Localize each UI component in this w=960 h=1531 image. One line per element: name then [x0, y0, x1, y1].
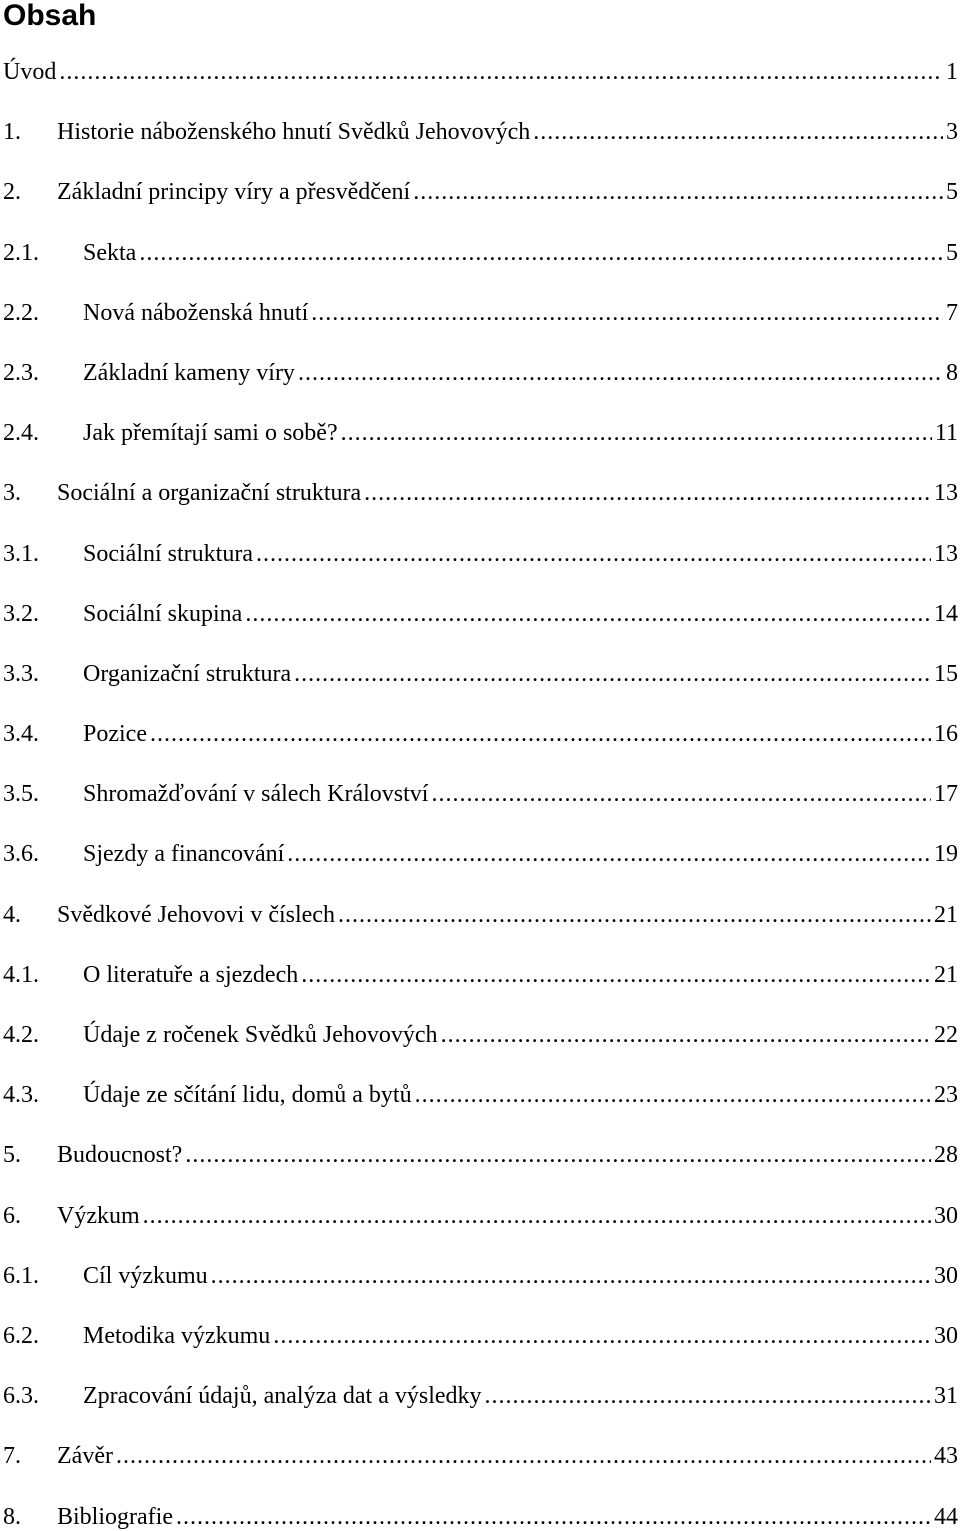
toc-entry-title: Závěr — [57, 1443, 113, 1470]
toc-dot-leader — [311, 289, 943, 337]
toc-entry-title: Sjezdy a financování — [83, 841, 285, 868]
toc-entry-number: 6.3. — [3, 1383, 39, 1410]
toc-entry-title: Svědkové Jehovovi v číslech — [57, 901, 335, 928]
toc-entry-title: Údaje z ročenek Svědků Jehovových — [83, 1022, 438, 1048]
toc-dot-leader — [338, 891, 931, 939]
toc-dot-leader — [59, 48, 943, 96]
toc-dot-leader — [431, 770, 931, 818]
toc-entry[interactable] — [0, 289, 960, 349]
toc-entry[interactable] — [0, 891, 960, 951]
toc-entry-page: 44 — [934, 1503, 958, 1530]
toc-entry-page: 5 — [946, 239, 958, 266]
toc-entry-number: 3.5. — [3, 781, 39, 808]
toc-entry[interactable] — [0, 650, 960, 710]
toc-entry-page: 15 — [934, 660, 958, 687]
toc-entry[interactable] — [0, 1372, 960, 1432]
toc-dot-leader — [211, 1252, 931, 1300]
toc-entry-title: Úvod — [3, 59, 57, 85]
toc-entry-number: 1. — [3, 119, 21, 146]
toc-dot-leader — [287, 830, 931, 878]
toc-dot-leader — [413, 168, 943, 216]
toc-entry-number: 3. — [3, 480, 21, 507]
toc-entry[interactable] — [0, 1192, 960, 1252]
toc-entry-page: 30 — [934, 1202, 958, 1229]
toc-entry-number: 6. — [3, 1202, 21, 1229]
toc-entry-page: 23 — [934, 1082, 958, 1109]
toc-dot-leader — [185, 1131, 931, 1179]
toc-entry[interactable] — [0, 409, 960, 469]
toc-entry[interactable] — [0, 770, 960, 830]
toc-entry[interactable] — [0, 469, 960, 529]
toc-entry[interactable] — [0, 710, 960, 770]
toc-entry-number: 2.3. — [3, 359, 39, 386]
toc-entry-number: 4.1. — [3, 961, 39, 988]
toc-entry-title: Organizační struktura — [83, 660, 292, 687]
toc-entry-number: 3.6. — [3, 841, 39, 868]
toc-entry-page: 19 — [934, 841, 958, 868]
toc-dot-leader — [533, 108, 943, 156]
toc-entry-page: 7 — [946, 299, 958, 326]
toc-entry[interactable] — [0, 1432, 960, 1492]
toc-entry-title: Jak přemítají sami o sobě? — [83, 420, 338, 447]
toc-entry[interactable] — [0, 229, 960, 289]
toc-entry-number: 2.4. — [3, 420, 39, 447]
toc-entry-number: 8. — [3, 1503, 21, 1530]
toc-entry-title: Výzkum — [57, 1202, 140, 1229]
toc-entry-page: 28 — [934, 1142, 958, 1169]
toc-entry[interactable] — [0, 1252, 960, 1312]
toc-dot-leader — [256, 530, 931, 578]
toc-entry-number: 6.2. — [3, 1322, 39, 1349]
toc-dot-leader — [441, 1011, 931, 1059]
toc-entry[interactable] — [0, 1312, 960, 1372]
toc-entry-page: 31 — [934, 1383, 958, 1410]
toc-dot-leader — [485, 1372, 931, 1420]
toc-entry-number: 5. — [3, 1142, 21, 1169]
toc-entry-title: Cíl výzkumu — [83, 1262, 208, 1289]
toc-dot-leader — [116, 1432, 931, 1480]
toc-dot-leader — [176, 1493, 931, 1531]
toc-entry[interactable] — [0, 108, 960, 168]
toc-entry-title: Základní principy víry a přesvědčení — [57, 179, 411, 206]
toc-entry-page: 21 — [934, 901, 958, 928]
toc-entry-title: Sekta — [83, 239, 137, 266]
toc-entry-page: 21 — [934, 961, 958, 988]
toc-dot-leader — [298, 349, 943, 397]
toc-dot-leader — [301, 951, 931, 999]
toc-entry-title: O literatuře a sjezdech — [83, 961, 299, 988]
toc-dot-leader — [150, 710, 931, 758]
toc-dot-leader — [245, 590, 931, 638]
toc-entry[interactable] — [0, 168, 960, 228]
toc-entry[interactable] — [0, 590, 960, 650]
toc-entry-number: 4. — [3, 901, 21, 928]
toc-entry-title: Pozice — [83, 721, 147, 748]
toc-entry-page: 13 — [934, 480, 958, 507]
toc-dot-leader — [415, 1071, 931, 1119]
toc-dot-leader — [341, 409, 932, 457]
toc-entry-number: 3.3. — [3, 660, 39, 687]
toc-entry-number: 2.2. — [3, 299, 39, 326]
toc-entry-number: 4.2. — [3, 1022, 39, 1048]
toc-entry[interactable] — [0, 1071, 960, 1131]
toc-entry-title: Budoucnost? — [57, 1142, 183, 1169]
toc-entry-title: Historie náboženského hnutí Svědků Jehovových — [57, 119, 531, 146]
toc-entry[interactable] — [0, 951, 960, 1011]
toc-dot-leader — [294, 650, 931, 698]
toc-entry-title: Bibliografie — [57, 1503, 173, 1530]
toc-entry-title: Základní kameny víry — [83, 359, 295, 386]
toc-entry-number: 2.1. — [3, 239, 39, 266]
toc-entry-number: 3.4. — [3, 721, 39, 748]
toc-entry[interactable] — [0, 830, 960, 890]
toc-entry-title: Sociální skupina — [83, 600, 243, 627]
toc-entry-title: Sociální struktura — [83, 540, 253, 567]
toc-entry-page: 16 — [934, 721, 958, 748]
toc-entry-page: 3 — [946, 119, 958, 146]
toc-entry-page: 43 — [934, 1443, 958, 1470]
toc-entry-title: Shromažďování v sálech Království — [83, 781, 429, 808]
toc-entry-page: 13 — [934, 540, 958, 567]
toc-entry[interactable] — [0, 349, 960, 409]
toc-entry-title: Údaje ze sčítání lidu, domů a bytů — [83, 1082, 412, 1109]
toc-dot-leader — [364, 469, 931, 517]
toc-entry-number: 4.3. — [3, 1082, 39, 1109]
toc-entry-title: Zpracování údajů, analýza dat a výsledky — [83, 1383, 482, 1410]
toc-heading: Obsah — [3, 0, 97, 32]
toc-entry-title: Nová náboženská hnutí — [83, 299, 309, 326]
toc-entry-title: Metodika výzkumu — [83, 1322, 271, 1349]
toc-entry[interactable] — [0, 1493, 960, 1531]
toc-entry-page: 8 — [946, 359, 958, 386]
toc-dot-leader — [143, 1192, 931, 1240]
toc-entry[interactable] — [0, 1131, 960, 1191]
toc-entry-page: 14 — [934, 600, 958, 627]
toc-entry[interactable] — [0, 48, 960, 108]
toc-entry[interactable] — [0, 530, 960, 590]
toc-dot-leader — [273, 1312, 931, 1360]
toc-entry-page: 30 — [934, 1262, 958, 1289]
toc-entry-number: 3.2. — [3, 600, 39, 627]
toc-entry-title: Sociální a organizační struktura — [57, 480, 362, 507]
toc-entry[interactable] — [0, 1011, 960, 1071]
toc-entry-page: 1 — [946, 59, 958, 85]
toc-dot-leader — [139, 229, 943, 277]
toc-entry-number: 3.1. — [3, 540, 39, 567]
table-of-contents — [0, 48, 960, 1531]
toc-entry-page: 17 — [934, 781, 958, 808]
toc-entry-page: 30 — [934, 1322, 958, 1349]
toc-entry-page: 11 — [934, 420, 958, 447]
toc-entry-page: 22 — [934, 1022, 958, 1048]
toc-entry-number: 7. — [3, 1443, 21, 1470]
toc-entry-number: 2. — [3, 179, 21, 206]
toc-entry-page: 5 — [946, 179, 958, 206]
toc-entry-number: 6.1. — [3, 1262, 39, 1289]
